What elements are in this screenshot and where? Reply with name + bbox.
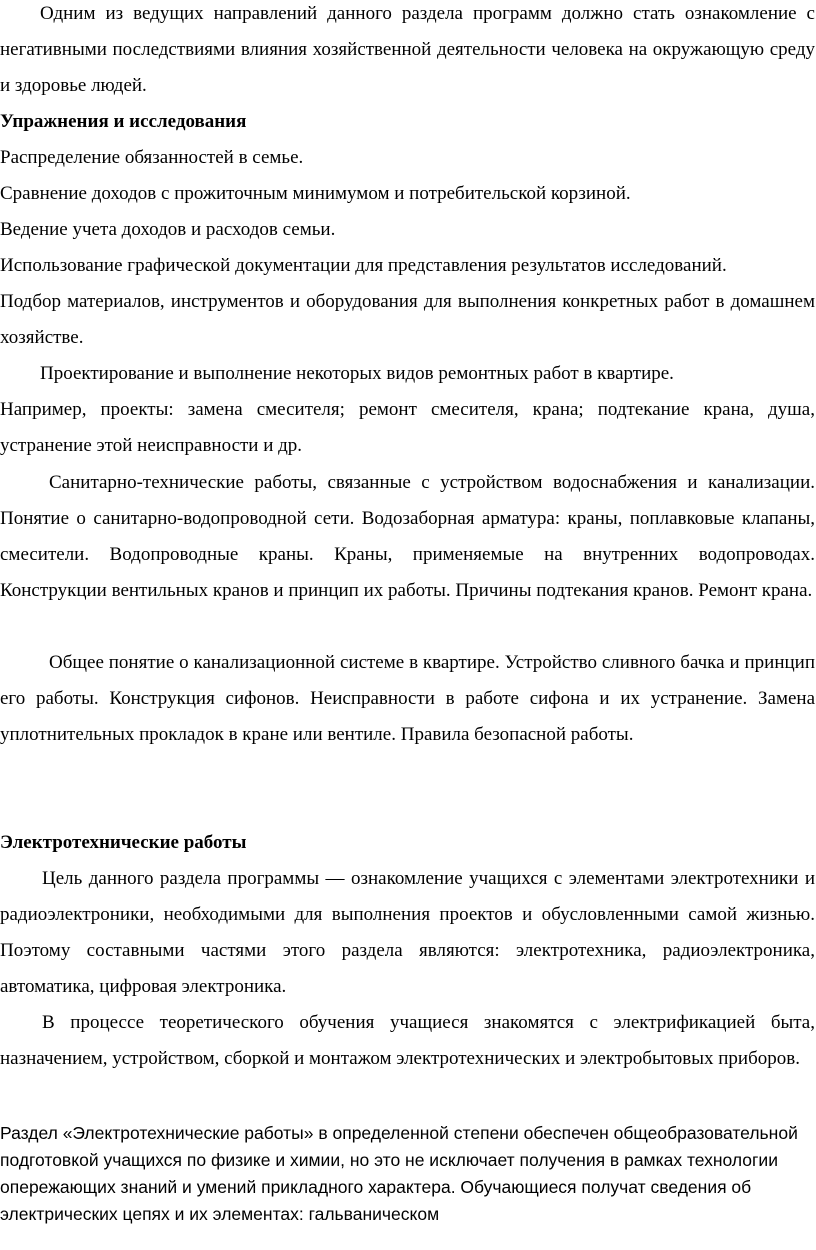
heading-exercises: Упражнения и исследования [0,111,247,132]
paragraph-examples: Например, проекты: замена смесителя; ремонт смесителя, крана; подтекание крана, душа, устранение этой неисправности и др. [0,399,815,456]
list-item: Ведение учета доходов и расходов семьи. [0,219,336,240]
list-item: Сравнение доходов с прожиточным минимумом и потребительской корзиной. [0,183,631,204]
paragraph-plumbing: Санитарно-технические работы, связанные с устройством водоснабжения и канализации. Понятие о санитарно-водопроводной сети. Водозаборная арматура: краны, поплавковые клапаны, смесители. Водопроводные краны. Краны, применяемые на внутренних водопроводах. Конструкции вентильных кранов и принцип их работы. Причины подтекания кранов. Ремонт крана. [0,472,815,601]
paragraph-electrical-goal: Цель данного раздела программы — ознакомление учащихся с элементами электротехники и радиоэлектроники, необходимыми для выполнения проектов и обусловленными самой жизнью. Поэтому составными частями этого раздела являются: электротехника, радиоэлектроника, автоматика, цифровая электроника. [0,868,815,997]
paragraph-sewage: Общее понятие о канализационной системе в квартире. Устройство сливного бачка и принцип его работы. Конструкция сифонов. Неисправности в работе сифона и их устранение. Замена уплотнительных прокладок в кране или вентиле. Правила безопасной работы. [0,652,815,745]
list-item: Подбор материалов, инструментов и оборудования для выполнения конкретных работ в домашнем хозяйстве. [0,291,815,348]
heading-electrical: Электротехнические работы [0,832,247,853]
list-item: Использование графической документации для представления результатов исследований. [0,255,727,276]
paragraph-intro: Одним из ведущих направлений данного раздела программ должно стать ознакомление с негативными последствиями влияния хозяйственной деятельности человека на окружающую среду и здоровье людей. [0,3,815,96]
paragraph-section: Раздел «Электротехнические работы» в определенной степени обеспечен общеобразовательной подготовкой учащихся по физике и химии, но это не исключает получения в рамках технологии опережающих знаний и умений прикладного характера. Обучающиеся получат сведения об электрических цепях и их элементах: гальваническом [0,1123,798,1224]
paragraph-projects: Проектирование и выполнение некоторых видов ремонтных работ в квартире. [40,363,674,384]
paragraph-theory: В процессе теоретического обучения учащиеся знакомятся с электрификацией быта, назначением, устройством, сборкой и монтажом электротехнических и электробытовых приборов. [0,1012,815,1069]
list-item: Распределение обязанностей в семье. [0,147,304,168]
